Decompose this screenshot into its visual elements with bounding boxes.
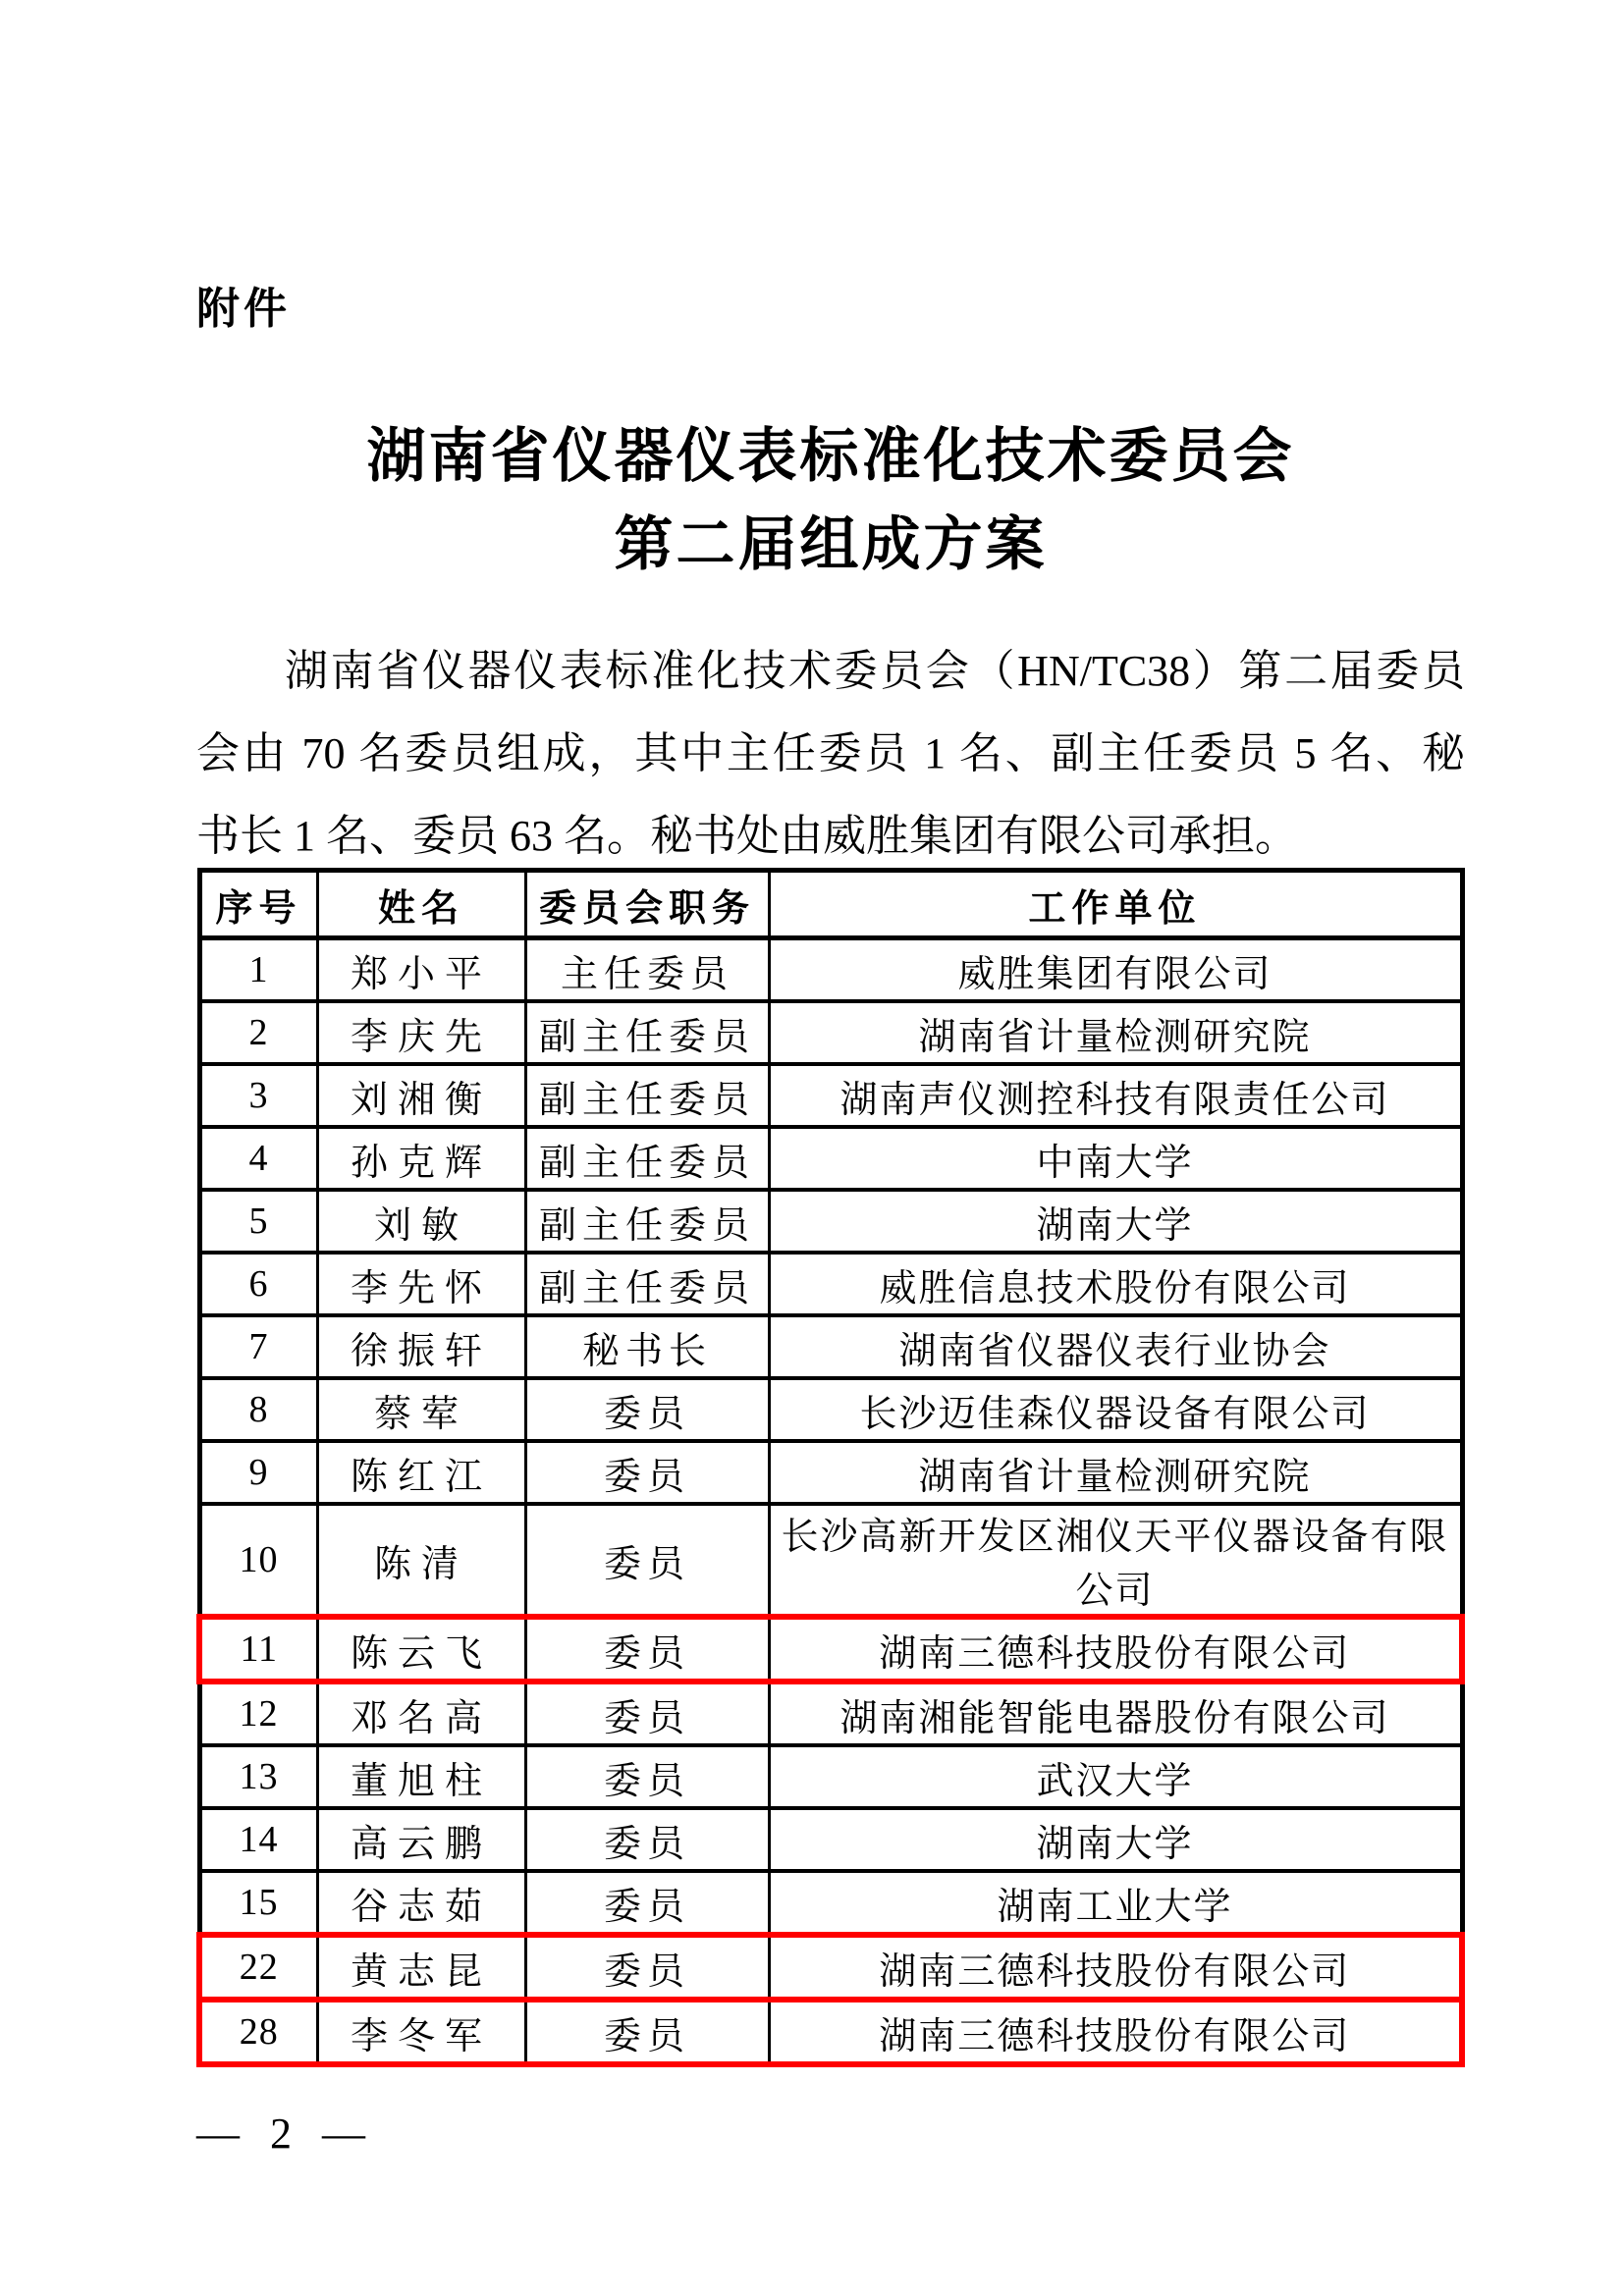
cell-role: 委员: [525, 1871, 769, 1935]
table-header-row: [199, 871, 1462, 938]
table-row: [199, 1808, 1462, 1871]
cell-role: 委员: [525, 1617, 769, 1682]
table-row: [199, 1253, 1462, 1315]
cell-no: 6: [199, 1253, 317, 1315]
cell-role: 秘书长: [525, 1315, 769, 1378]
cell-no: 28: [199, 2000, 317, 2064]
cell-role: 副主任委员: [525, 1253, 769, 1315]
cell-org: 湖南省计量检测研究院: [769, 1441, 1462, 1504]
cell-org: 湖南湘能智能电器股份有限公司: [769, 1682, 1462, 1745]
cell-role: 委员: [525, 1441, 769, 1504]
cell-name: 徐振轩: [317, 1315, 525, 1378]
cell-name: 陈红江: [317, 1441, 525, 1504]
table-row: [199, 1127, 1462, 1190]
cell-no: 15: [199, 1871, 317, 1935]
cell-role: 委员: [525, 1935, 769, 2000]
cell-no: 5: [199, 1190, 317, 1253]
committee-table: [196, 868, 1465, 2067]
cell-name: 蔡荤: [317, 1378, 525, 1441]
cell-name: 黄志昆: [317, 1935, 525, 2000]
cell-no: 10: [199, 1504, 317, 1617]
cell-org: 长沙迈佳森仪器设备有限公司: [769, 1378, 1462, 1441]
table-row: [199, 1745, 1462, 1808]
table-row: [199, 938, 1462, 1002]
cell-role: 副主任委员: [525, 1001, 769, 1064]
table-row: [199, 1504, 1462, 1617]
table-row: [199, 1378, 1462, 1441]
cell-name: 李先怀: [317, 1253, 525, 1315]
table-row: [199, 1935, 1462, 2000]
table-row: [199, 1682, 1462, 1745]
cell-role: 副主任委员: [525, 1064, 769, 1127]
cell-name: 刘湘衡: [317, 1064, 525, 1127]
committee-table-wrap: [196, 868, 1465, 2067]
paragraph-line-3: 书长 1 名、委员 63 名。秘书处由威胜集团有限公司承担。: [196, 812, 1298, 860]
cell-org: 长沙高新开发区湘仪天平仪器设备有限公司: [769, 1504, 1462, 1617]
cell-no: 8: [199, 1378, 317, 1441]
cell-org: 湖南工业大学: [769, 1871, 1462, 1935]
header-cell-no: 序号: [199, 871, 317, 938]
cell-role: 委员: [525, 1682, 769, 1745]
cell-org: 威胜信息技术股份有限公司: [769, 1253, 1462, 1315]
cell-no: 1: [199, 938, 317, 1002]
attachment-label: 附件: [196, 285, 291, 333]
header-cell-name: 姓名: [317, 871, 525, 938]
cell-name: 谷志茹: [317, 1871, 525, 1935]
cell-org: 威胜集团有限公司: [769, 938, 1462, 1002]
cell-org: 湖南大学: [769, 1190, 1462, 1253]
cell-role: 委员: [525, 2000, 769, 2064]
header-cell-org: 工作单位: [769, 871, 1462, 938]
intro-paragraph: [196, 630, 1465, 878]
table-row: [199, 1064, 1462, 1127]
header-cell-role: 委员会职务: [525, 871, 769, 938]
cell-no: 11: [199, 1617, 317, 1682]
table-row: [199, 1001, 1462, 1064]
cell-org: 湖南声仪测控科技有限责任公司: [769, 1064, 1462, 1127]
paragraph-line-2: 会由 70 名委员组成，其中主任委员 1 名、副主任委员 5 名、秘: [196, 729, 1465, 777]
cell-name: 邓名高: [317, 1682, 525, 1745]
cell-name: 董旭柱: [317, 1745, 525, 1808]
cell-no: 13: [199, 1745, 317, 1808]
cell-name: 李冬军: [317, 2000, 525, 2064]
doc-title: [196, 412, 1465, 589]
cell-name: 陈云飞: [317, 1617, 525, 1682]
cell-name: 郑小平: [317, 938, 525, 1002]
doc-title-line2: 第二届组成方案: [614, 512, 1048, 577]
cell-role: 委员: [525, 1808, 769, 1871]
table-row: [199, 1190, 1462, 1253]
cell-org: 湖南大学: [769, 1808, 1462, 1871]
cell-org: 湖南省仪器仪表行业协会: [769, 1315, 1462, 1378]
doc-title-line1: 湖南省仪器仪表标准化技术委员会: [366, 424, 1295, 489]
cell-no: 14: [199, 1808, 317, 1871]
cell-role: 主任委员: [525, 938, 769, 1002]
committee-table-body: [199, 938, 1462, 2065]
cell-org: 湖南省计量检测研究院: [769, 1001, 1462, 1064]
cell-name: 刘敏: [317, 1190, 525, 1253]
cell-role: 委员: [525, 1745, 769, 1808]
cell-org: 湖南三德科技股份有限公司: [769, 1935, 1462, 2000]
cell-org: 中南大学: [769, 1127, 1462, 1190]
cell-name: 李庆先: [317, 1001, 525, 1064]
cell-org: 湖南三德科技股份有限公司: [769, 2000, 1462, 2064]
table-row: [199, 1871, 1462, 1935]
table-row: [199, 1617, 1462, 1682]
table-row: [199, 1315, 1462, 1378]
cell-no: 3: [199, 1064, 317, 1127]
table-row: [199, 1441, 1462, 1504]
cell-role: 副主任委员: [525, 1190, 769, 1253]
cell-no: 7: [199, 1315, 317, 1378]
cell-role: 委员: [525, 1504, 769, 1617]
cell-role: 委员: [525, 1378, 769, 1441]
cell-name: 陈清: [317, 1504, 525, 1617]
cell-org: 湖南三德科技股份有限公司: [769, 1617, 1462, 1682]
cell-no: 12: [199, 1682, 317, 1745]
table-row: [199, 2000, 1462, 2064]
cell-name: 高云鹏: [317, 1808, 525, 1871]
cell-name: 孙克辉: [317, 1127, 525, 1190]
cell-no: 2: [199, 1001, 317, 1064]
paragraph-line-1: 湖南省仪器仪表标准化技术委员会（HN/TC38）第二届委员: [285, 647, 1465, 695]
page-number: — 2 —: [196, 2109, 375, 2158]
cell-org: 武汉大学: [769, 1745, 1462, 1808]
cell-no: 4: [199, 1127, 317, 1190]
cell-no: 22: [199, 1935, 317, 2000]
cell-role: 副主任委员: [525, 1127, 769, 1190]
cell-no: 9: [199, 1441, 317, 1504]
